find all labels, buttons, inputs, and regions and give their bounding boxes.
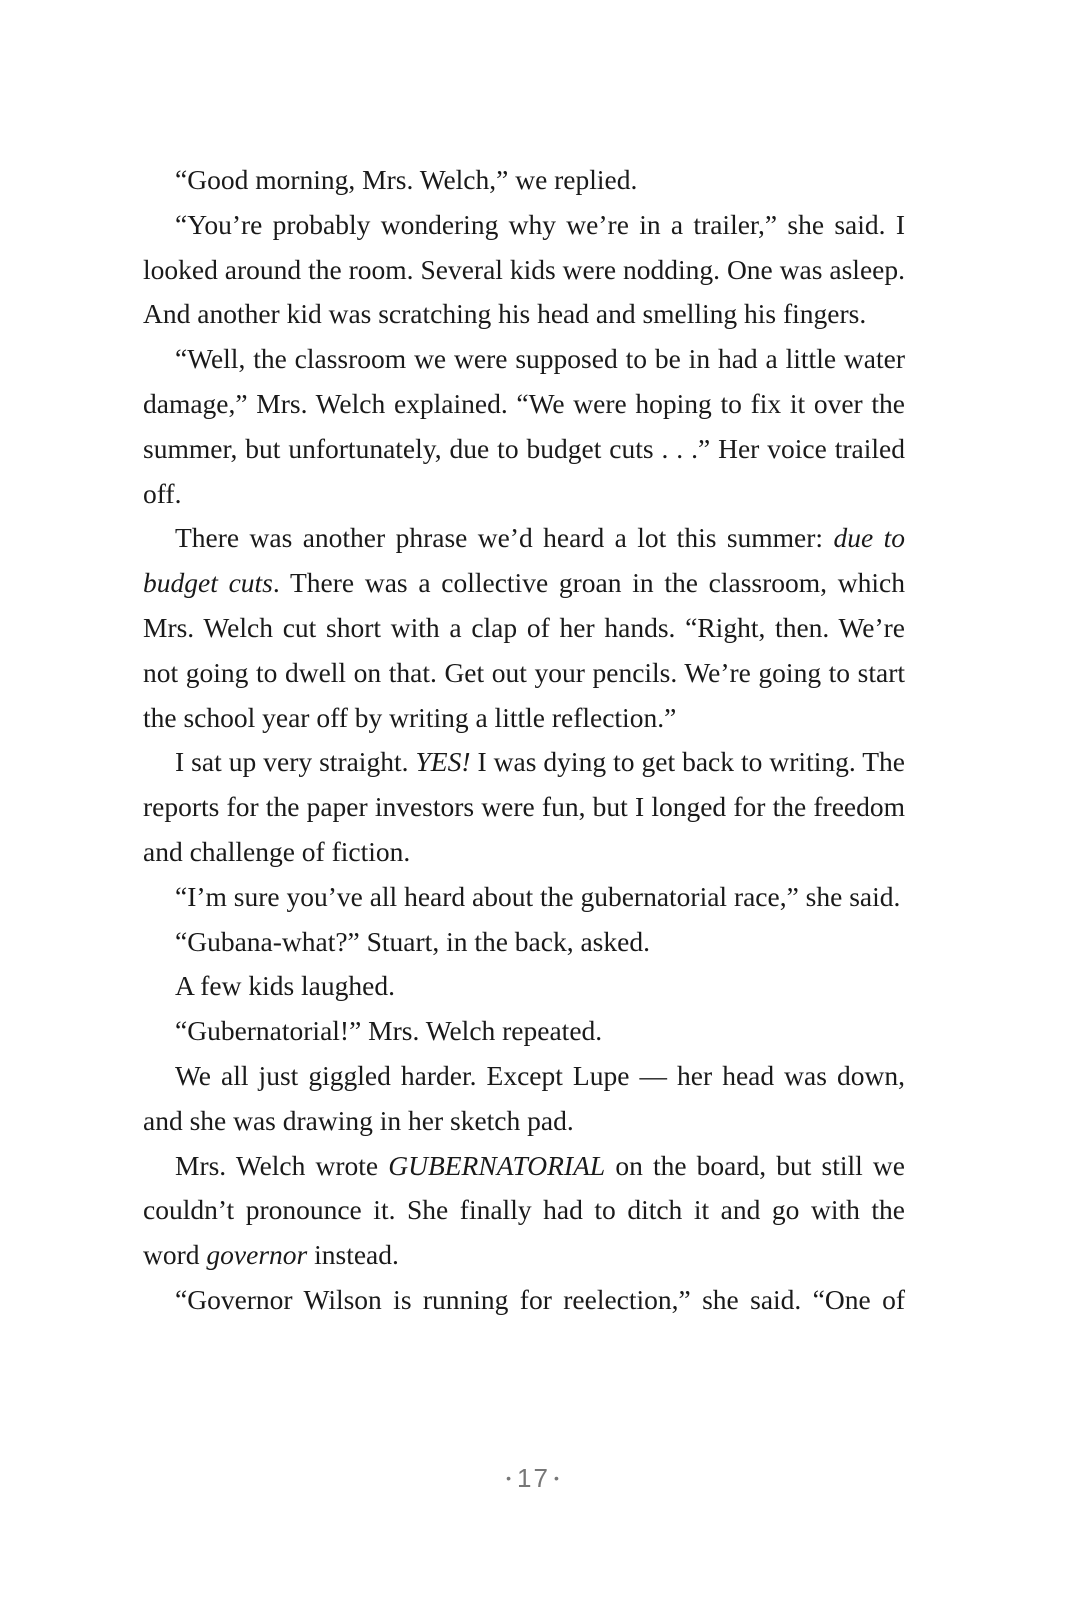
body-text: [143, 158, 905, 1323]
paragraph: [143, 1278, 905, 1323]
paragraph: [143, 337, 905, 516]
text-run: Mrs. Welch wrote: [175, 1149, 389, 1181]
text-run: “Governor Wilson is running for reelection,” she said. “One of: [175, 1283, 905, 1315]
paragraph: [143, 920, 905, 965]
italic-text-run: governor: [206, 1239, 308, 1271]
paragraph: [143, 1009, 905, 1054]
text-run: “Gubana-what?” Stuart, in the back, asked.: [175, 925, 650, 957]
page-number-dot-right: •: [553, 1470, 561, 1487]
text-run: “Well, the classroom we were supposed to be in had a little water damage,” Mrs. Welch explained. “We were hoping to fix it over the summer, but unfortunately, due to budget cuts . . .” Her voice trailed off.: [143, 343, 905, 509]
text-run: on the board, but still we couldn’t pronounce it. She finally had to ditch it and go with the word: [143, 1149, 905, 1271]
paragraph: [143, 1054, 905, 1144]
page-number-dot-left: •: [506, 1470, 514, 1487]
text-run: There was another phrase we’d heard a lot this summer:: [175, 522, 834, 554]
paragraph: [143, 964, 905, 1009]
text-run: “Gubernatorial!” Mrs. Welch repeated.: [175, 1015, 603, 1047]
text-run: instead.: [307, 1239, 399, 1271]
paragraph: [143, 1144, 905, 1278]
italic-text-run: GUBERNATORIAL: [388, 1149, 606, 1181]
italic-text-run: YES!: [415, 746, 471, 778]
paragraph: [143, 203, 905, 337]
text-run: “You’re probably wondering why we’re in a trailer,” she said. I looked around the room. Several kids were nodding. One was asleep. And another kid was scratching his head and smelling his fingers.: [143, 208, 905, 330]
text-run: A few kids laughed.: [175, 970, 395, 1002]
text-run: “I’m sure you’ve all heard about the gubernatorial race,” she said.: [175, 880, 901, 912]
italic-text-run: due to budget cuts: [143, 522, 905, 599]
paragraph: [143, 740, 905, 874]
page-number: 17: [517, 1463, 550, 1493]
text-run: . There was a collective groan in the classroom, which Mrs. Welch cut short with a clap of her hands. “Right, then. We’re not going to dwell on that. Get out your pencils. We’re going to start the school year off by writing a little reflection.”: [143, 567, 905, 733]
paragraph: [143, 875, 905, 920]
text-run: I was dying to get back to writing. The reports for the paper investors were fun, but I longed for the freedom and challenge of fiction.: [143, 746, 905, 867]
text-run: “Good morning, Mrs. Welch,” we replied.: [175, 164, 638, 195]
text-run: We all just giggled harder. Except Lupe — her head was down, and she was drawing in her sketch pad.: [143, 1059, 905, 1136]
page-number-footer: [0, 1463, 1067, 1494]
paragraph: [143, 158, 905, 203]
text-run: I sat up very straight.: [175, 746, 416, 778]
paragraph: [143, 516, 905, 740]
